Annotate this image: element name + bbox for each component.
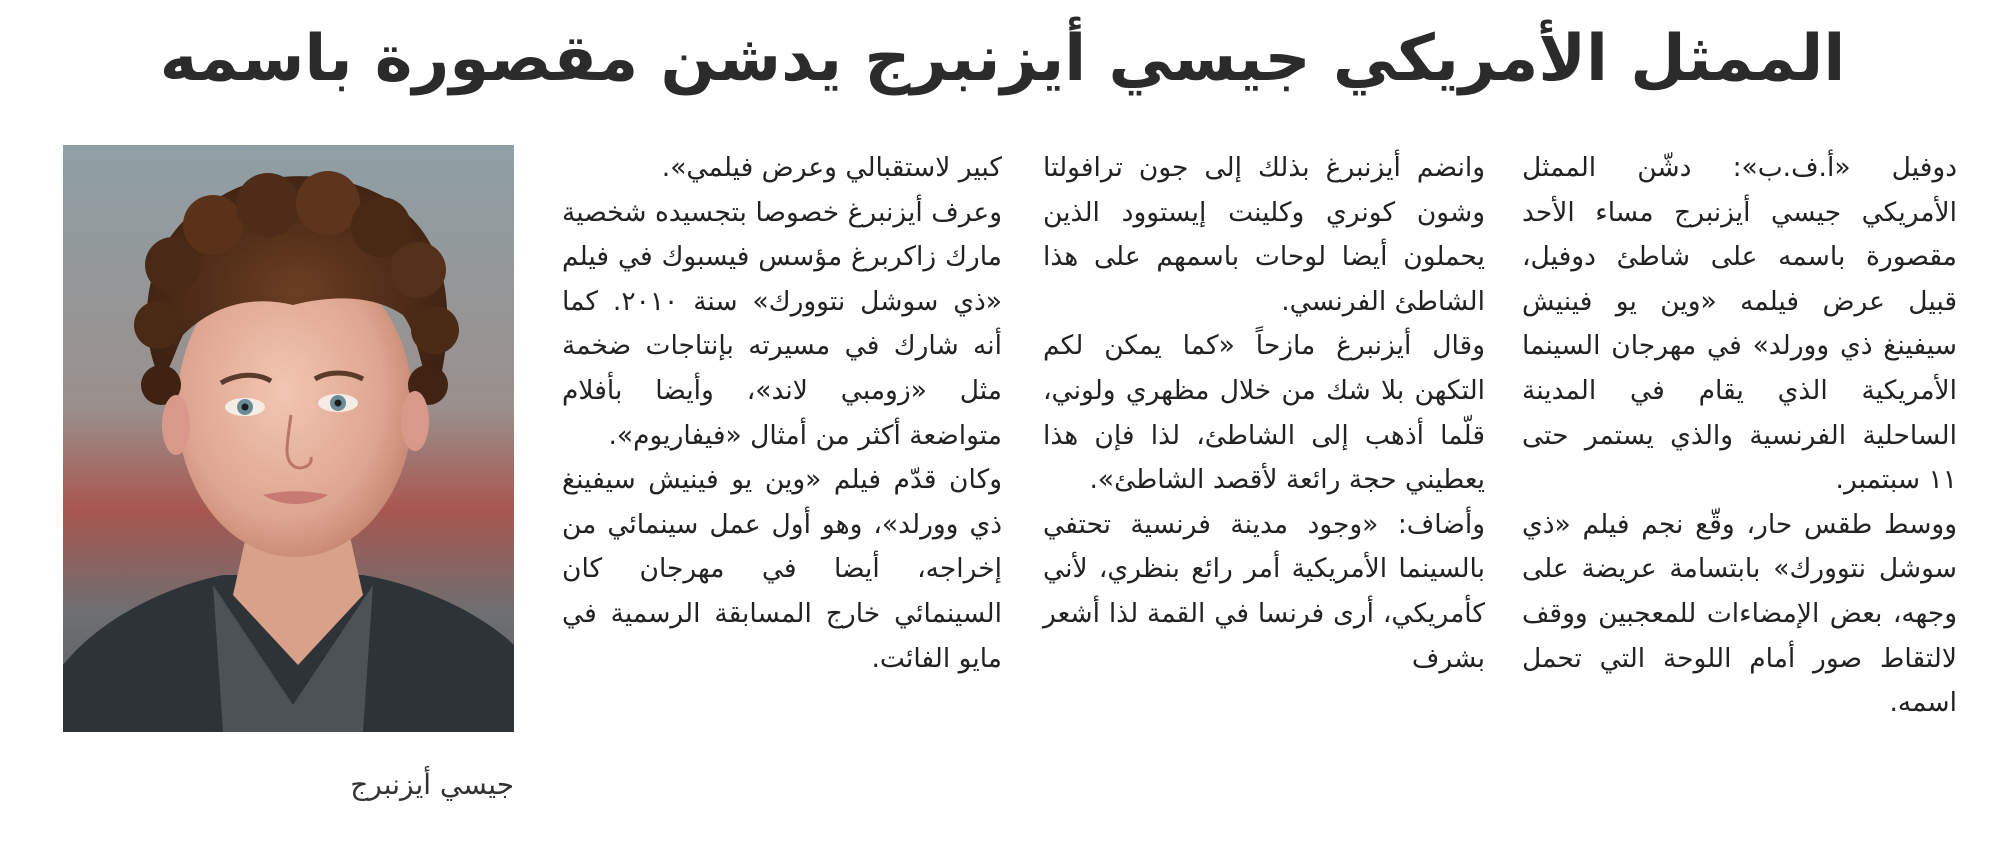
article-headline — [0, 14, 2005, 104]
portrait-illustration — [63, 145, 514, 732]
column-2-paragraph-2: وقال أيزنبرغ مازحاً «كما يمكن لكم التكهن بلا شك من خلال مظهري ولوني، قلّما أذهب إلى الشاطئ، لذا فإن هذا يعطيني حجة رائعة لأقصد الشاطئ». — [1043, 330, 1485, 496]
article-column-3 — [562, 146, 1002, 836]
article-column-1 — [1522, 146, 1957, 836]
column-3-paragraph-3: وكان قدّم فيلم «وين يو فينيش سيفينغ ذي وورلد»، وهو أول عمل سينمائي من إخراجه، أيضا في مهرجان كان السينمائي خارج المسابقة الرسمية في مايو الفائت. — [562, 464, 1002, 674]
column-2-paragraph-3: وأضاف: «وجود مدينة فرنسية تحتفي بالسينما الأمريكية أمر رائع بنظري، لأني كأمريكي، أرى فرنسا في القمة لذا أشعر بشرف — [1043, 508, 1485, 674]
photo-caption: جيسي أيزنبرج — [350, 768, 514, 801]
column-1-paragraph-1: دوفيل «أ.ف.ب»: دشّن الممثل الأمريكي جيسي أيزنبرج مساء الأحد مقصورة باسمه على شاطئ دوفيل، قبيل عرض فيلمه «وين يو فينيش سيفينغ ذي وورلد» في مهرجان السينما الأمريكية الذي يقام في المدينة الساحلية الفرنسية والذي يستمر حتى ١١ سبتمبر. — [1522, 152, 1957, 496]
headline-text: الممثل الأمريكي جيسي أيزنبرج يدشن مقصورة باسمه — [159, 22, 1846, 96]
actor-photo — [63, 145, 514, 732]
article-column-2 — [1043, 146, 1485, 836]
column-3-paragraph-1: كبير لاستقبالي وعرض فيلمي». — [661, 152, 1002, 183]
column-2-paragraph-1: وانضم أيزنبرغ بذلك إلى جون ترافولتا وشون كونري وكلينت إيستوود الذين يحملون أيضا لوحات باسمهم على هذا الشاطئ الفرنسي. — [1043, 152, 1485, 317]
column-1-paragraph-2: ووسط طقس حار، وقّع نجم فيلم «ذي سوشل نتوورك» بابتسامة عريضة على وجهه، بعض الإمضاءات للمعجبين ووقف لالتقاط صور أمام اللوحة التي تحمل اسمه. — [1522, 508, 1957, 719]
column-3-paragraph-2: وعرف أيزنبرغ خصوصا بتجسيده شخصية مارك زاكربرغ مؤسس فيسبوك في فيلم «ذي سوشل نتوورك» سنة ٢٠١٠. كما أنه شارك في مسيرته بإنتاجات ضخمة مثل «زومبي لاند»، وأيضا بأفلام متواضعة أكثر من أمثال «فيفاريوم». — [562, 196, 1002, 451]
